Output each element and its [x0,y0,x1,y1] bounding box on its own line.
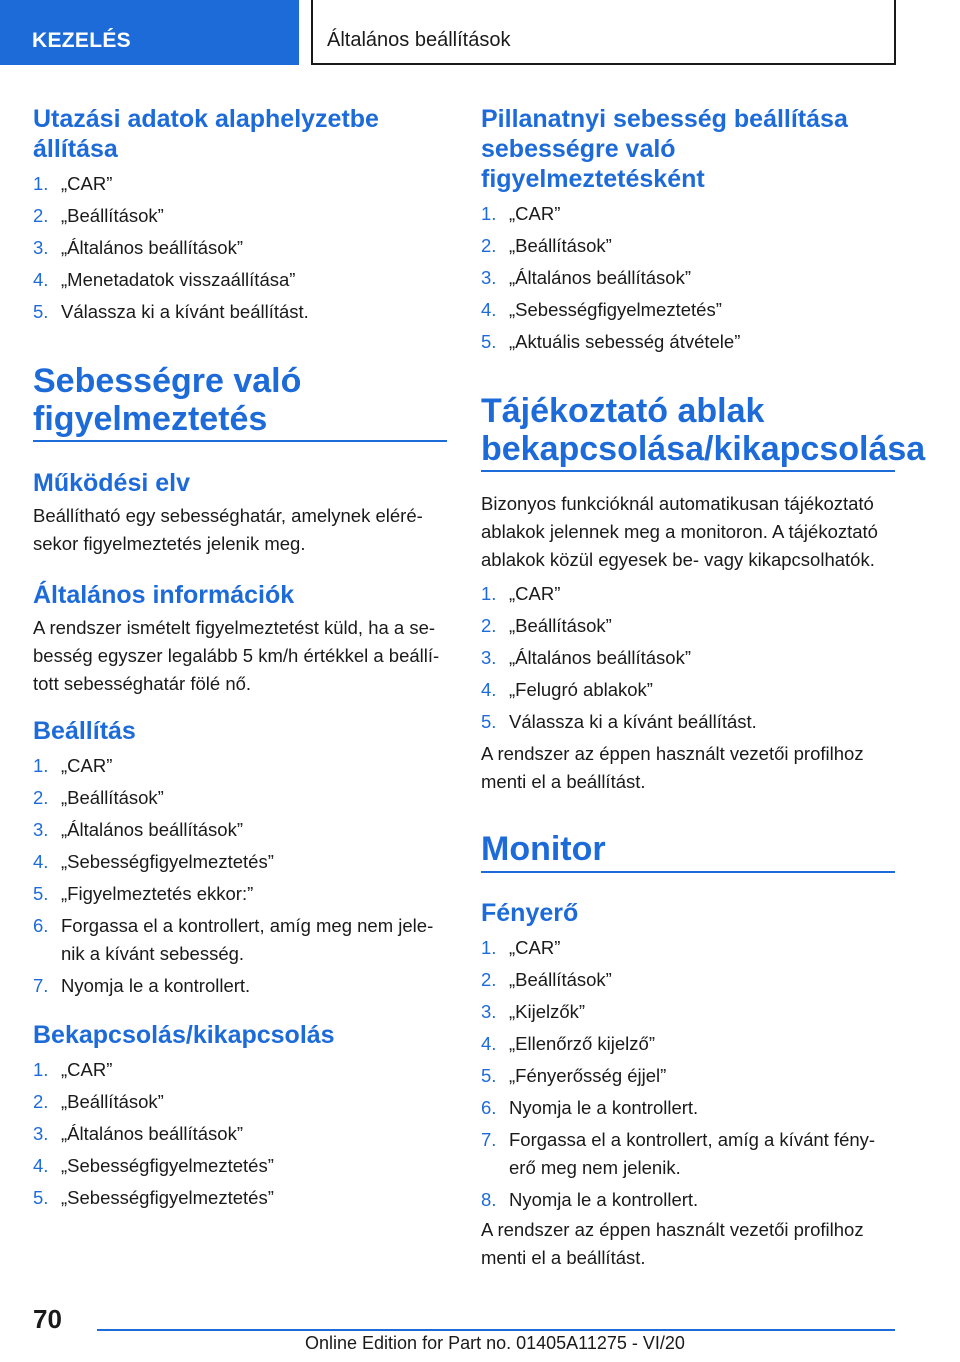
step-number: 1. [33,1059,49,1080]
on-off-steps [33,1056,447,1216]
step-text: „Beállítások” [509,969,612,990]
list-item [481,264,895,292]
step-number: 7. [481,1129,497,1150]
setting-heading: Beállítás [33,717,136,745]
list-item [33,848,447,876]
list-item [481,934,895,962]
step-number: 2. [33,1091,49,1112]
current-speed-steps [481,200,895,360]
step-text: „Beállítások” [509,615,612,636]
step-number: 4. [481,679,497,700]
step-text: „Sebességfigyelmeztetés” [61,1187,274,1208]
step-number: 3. [481,1001,497,1022]
step-number: 8. [481,1189,497,1210]
edition-text: Online Edition for Part no. 01405A11275 - VI/20 [305,1333,685,1353]
info-window-text: Bizonyos funkcióknál automatikusan tájékoztató ablakok jelennek meg a monitoron. A tájékoztató ablakok közül egyesek be- vagy kikapcsolhatók. [481,493,878,570]
step-text: „Kijelzők” [509,1001,586,1022]
step-number: 2. [481,615,497,636]
step-text: „Felugró ablakok” [509,679,653,700]
step-number: 1. [481,937,497,958]
step-number: 5. [481,1065,497,1086]
step-number: 6. [33,915,49,936]
brightness-steps [481,934,895,1218]
step-text: „Figyelmeztetés ekkor:” [61,883,254,904]
step-number: 5. [481,331,497,352]
info-window-note: A rendszer az éppen használt vezetői profilhoz menti el a beállítást. [481,743,864,792]
step-text: „Aktuális sebesség átvétele” [509,331,741,352]
list-item [481,200,895,228]
info-window-steps [481,580,895,740]
list-item [481,998,895,1026]
step-text: „CAR” [509,203,561,224]
list-item [33,784,447,812]
chapter-box [311,0,896,65]
step-number: 6. [481,1097,497,1118]
list-item [481,232,895,260]
list-item [481,612,895,640]
section-tab [0,0,299,65]
principle-text: Beállítható egy sebességhatár, amelynek elérésekor figyelmeztetés jelenik meg. [33,505,423,554]
list-item [481,1126,895,1182]
step-text: „CAR” [61,173,113,194]
step-number: 2. [481,235,497,256]
list-item [481,1094,895,1122]
list-item [481,966,895,994]
general-info-heading: Általános információk [33,581,295,609]
step-text: „Sebességfigyelmeztetés” [61,1155,274,1176]
step-text: „Általános beállítások” [61,1123,244,1144]
list-item [481,676,895,704]
step-text: „Általános beállítások” [509,267,692,288]
monitor-heading: Monitor [481,830,606,868]
footer-rule [97,1329,895,1331]
step-text: „Általános beállítások” [61,237,244,258]
step-number: 2. [481,969,497,990]
step-text: „Menetadatok visszaállítása” [61,269,296,290]
list-item [481,1186,895,1214]
step-number: 5. [481,711,497,732]
step-number: 3. [481,647,497,668]
current-speed-heading: Pillanatnyi sebesség beállítása sebességre való figyelmeztetésként [481,105,848,193]
list-item [33,752,447,780]
brightness-heading: Fényerő [481,899,579,927]
list-item [33,170,447,198]
step-number: 5. [33,301,49,322]
step-text: „Fényerősség éjjel” [509,1065,667,1086]
step-text: „CAR” [61,1059,113,1080]
speed-warning-heading: Sebességre való figyelmeztetés [33,362,302,438]
step-text: „Általános beállítások” [61,819,244,840]
section-title: KEZELÉS [32,29,131,52]
trip-reset-heading: Utazási adatok alaphelyzetbe állítása [33,105,379,163]
list-item [33,972,447,1000]
step-number: 3. [481,267,497,288]
step-text: „Ellenőrző kijelző” [509,1033,655,1054]
general-info-text: A rendszer ismételt figyelmeztetést küld, ha a sebesség egyszer legalább 5 km/h értékkel a beállított sebességhatár fölé nő. [33,617,440,694]
list-item [481,296,895,324]
step-number: 1. [481,583,497,604]
step-number: 4. [33,269,49,290]
list-item [481,644,895,672]
chapter-title: Általános beállítások [327,29,511,51]
list-item [481,1062,895,1090]
step-text: „CAR” [509,937,561,958]
step-number: 1. [33,755,49,776]
step-number: 3. [33,1123,49,1144]
step-text: „Beállítások” [61,205,164,226]
step-text: „Általános beállítások” [509,647,692,668]
step-number: 4. [481,1033,497,1054]
page-number: 70 [33,1304,62,1334]
step-text: „Sebességfigyelmeztetés” [509,299,722,320]
step-text: Forgassa el a kontrollert, amíg a kívánt fényerő meg nem jelenik. [509,1129,876,1178]
divider [481,470,895,472]
step-number: 1. [33,173,49,194]
step-text: Válassza ki a kívánt beállítást. [509,711,757,732]
brightness-note: A rendszer az éppen használt vezetői profilhoz menti el a beállítást. [481,1219,864,1268]
list-item [33,1056,447,1084]
list-item [481,1030,895,1058]
list-item [33,298,447,326]
setting-steps [33,752,447,1004]
step-text: Nyomja le a kontrollert. [509,1189,699,1210]
step-number: 2. [33,205,49,226]
step-number: 2. [33,787,49,808]
step-number: 4. [33,851,49,872]
step-text: Nyomja le a kontrollert. [509,1097,699,1118]
step-number: 4. [481,299,497,320]
list-item [33,912,447,968]
list-item [33,1120,447,1148]
step-text: Nyomja le a kontrollert. [61,975,251,996]
principle-heading: Működési elv [33,469,190,497]
list-item [481,328,895,356]
list-item [33,1152,447,1180]
step-number: 4. [33,1155,49,1176]
step-number: 5. [33,1187,49,1208]
info-window-heading: Tájékoztató ablak bekapcsolása/kikapcsolása [481,392,926,468]
step-text: „Beállítások” [61,1091,164,1112]
divider [481,871,895,873]
step-number: 7. [33,975,49,996]
list-item [33,816,447,844]
list-item [33,266,447,294]
step-number: 3. [33,237,49,258]
on-off-heading: Bekapcsolás/kikapcsolás [33,1021,335,1049]
step-text: „CAR” [509,583,561,604]
list-item [33,1184,447,1212]
list-item [481,580,895,608]
step-number: 5. [33,883,49,904]
list-item [481,708,895,736]
list-item [33,880,447,908]
step-number: 3. [33,819,49,840]
list-item [33,234,447,262]
step-number: 1. [481,203,497,224]
step-text: „Beállítások” [509,235,612,256]
list-item [33,1088,447,1116]
step-text: Forgassa el a kontrollert, amíg meg nem jelenik a kívánt sebesség. [61,915,434,964]
trip-reset-steps [33,170,447,330]
step-text: „CAR” [61,755,113,776]
step-text: „Sebességfigyelmeztetés” [61,851,274,872]
step-text: „Beállítások” [61,787,164,808]
divider [33,440,447,442]
step-text: Válassza ki a kívánt beállítást. [61,301,309,322]
list-item [33,202,447,230]
